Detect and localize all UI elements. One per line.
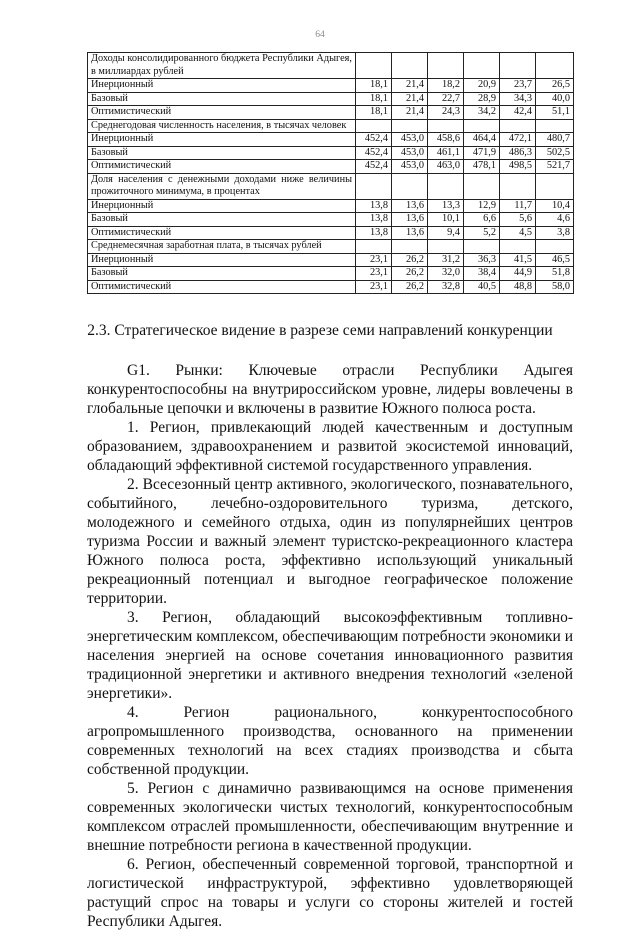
empty-cell (464, 119, 500, 133)
empty-cell (464, 173, 500, 199)
value-cell: 41,5 (500, 253, 536, 267)
empty-cell (500, 53, 536, 79)
empty-cell (536, 240, 574, 254)
value-cell: 498,5 (500, 160, 536, 174)
empty-cell (392, 173, 428, 199)
empty-cell (356, 119, 392, 133)
empty-cell (500, 119, 536, 133)
table-row (88, 106, 574, 120)
empty-cell (356, 53, 392, 79)
value-cell: 26,5 (536, 79, 574, 93)
value-cell: 11,7 (500, 199, 536, 213)
table-group-header (88, 53, 574, 79)
paragraph-5: 5. Регион с динамично развивающимся на основе применения современных экологически чистых технологий, конкурентоспособным комплексом отраслей промышленности, обеспечивающим внутренние и внешние потребности региона в качественной продукции. (87, 780, 573, 854)
value-cell: 453,0 (392, 133, 428, 147)
empty-cell (428, 173, 464, 199)
value-cell: 5,6 (500, 213, 536, 227)
indicator-title: Доходы консолидированного бюджета Республики Адыгея, в миллиардах рублей (88, 53, 356, 79)
table-row (88, 253, 574, 267)
paragraph-1: 1. Регион, привлекающий людей качественным и доступным образованием, здравоохранением и развитой экосистемой инноваций, обладающий эффективной системой государственного управления. (87, 419, 573, 474)
scenario-label: Базовый (88, 92, 356, 106)
value-cell: 458,6 (428, 133, 464, 147)
value-cell: 51,8 (536, 267, 574, 281)
value-cell: 36,3 (464, 253, 500, 267)
value-cell: 22,7 (428, 92, 464, 106)
paragraph-4: 4. Регион рационального, конкурентоспособного агропромышленного производства, основанного на применении современных технологий на всех стадиях производства и сбыта собственной продукции. (87, 704, 573, 778)
value-cell: 486,3 (500, 146, 536, 160)
value-cell: 34,3 (500, 92, 536, 106)
value-cell: 3,8 (536, 226, 574, 240)
value-cell: 13,6 (392, 199, 428, 213)
value-cell: 13,8 (356, 213, 392, 227)
value-cell: 40,5 (464, 280, 500, 294)
value-cell: 26,2 (392, 253, 428, 267)
scenario-label: Оптимистический (88, 280, 356, 294)
table-row (88, 79, 574, 93)
value-cell: 21,4 (392, 79, 428, 93)
value-cell: 10,4 (536, 199, 574, 213)
table-row (88, 213, 574, 227)
value-cell: 6,6 (464, 213, 500, 227)
value-cell: 18,1 (356, 79, 392, 93)
value-cell: 23,7 (500, 79, 536, 93)
value-cell: 502,5 (536, 146, 574, 160)
value-cell: 31,2 (428, 253, 464, 267)
value-cell: 26,2 (392, 280, 428, 294)
table-row (88, 267, 574, 281)
table-row (88, 133, 574, 147)
value-cell: 12,9 (464, 199, 500, 213)
value-cell: 461,1 (428, 146, 464, 160)
value-cell: 13,6 (392, 226, 428, 240)
value-cell: 23,1 (356, 253, 392, 267)
scenario-label: Оптимистический (88, 160, 356, 174)
scenario-label: Инерционный (88, 253, 356, 267)
value-cell: 4,5 (500, 226, 536, 240)
value-cell: 453,0 (392, 160, 428, 174)
value-cell: 48,8 (500, 280, 536, 294)
paragraph-3: 3. Регион, обладающий высокоэффективным топливно-энергетическим комплексом, обеспечивающим потребности экономики и населения энергией на основе сочетания инновационного развития традиционной энергетики и активного внедрения технологий «зеленой энергетики». (87, 609, 573, 702)
indicator-title: Среднемесячная заработная плата, в тысячах рублей (88, 240, 356, 254)
value-cell: 464,4 (464, 133, 500, 147)
empty-cell (392, 53, 428, 79)
value-cell: 480,7 (536, 133, 574, 147)
scenario-label: Оптимистический (88, 226, 356, 240)
value-cell: 18,2 (428, 79, 464, 93)
value-cell: 32,0 (428, 267, 464, 281)
body-text (87, 361, 573, 931)
table-row (88, 199, 574, 213)
value-cell: 28,9 (464, 92, 500, 106)
value-cell: 13,6 (392, 213, 428, 227)
scenario-label: Базовый (88, 213, 356, 227)
value-cell: 13,8 (356, 199, 392, 213)
empty-cell (428, 53, 464, 79)
value-cell: 46,5 (536, 253, 574, 267)
value-cell: 24,3 (428, 106, 464, 120)
value-cell: 23,1 (356, 267, 392, 281)
paragraph-2: 2. Всесезонный центр активного, экологического, познавательного, событийного, лечебно-оздоровительного туризма, детского, молодежного и семейного отдыха, один из популярнейших центров туризма России и важный элемент туристско-рекреационного кластера Южного полюса роста, эффективно использующий уникальный рекреационный потенциал и выгодное географическое положение территории. (87, 476, 573, 607)
indicators-table-body (88, 53, 574, 294)
value-cell: 34,2 (464, 106, 500, 120)
value-cell: 42,4 (500, 106, 536, 120)
empty-cell (500, 173, 536, 199)
empty-cell (536, 173, 574, 199)
value-cell: 463,0 (428, 160, 464, 174)
value-cell: 21,4 (392, 92, 428, 106)
value-cell: 20,9 (464, 79, 500, 93)
table-group-header (88, 173, 574, 199)
value-cell: 472,1 (500, 133, 536, 147)
value-cell: 452,4 (356, 160, 392, 174)
indicator-title: Среднегодовая численность населения, в тысячах человек (88, 119, 356, 133)
value-cell: 21,4 (392, 106, 428, 120)
scenario-label: Инерционный (88, 133, 356, 147)
table-group-header (88, 119, 574, 133)
value-cell: 4,6 (536, 213, 574, 227)
value-cell: 18,1 (356, 92, 392, 106)
empty-cell (356, 240, 392, 254)
scenario-label: Базовый (88, 267, 356, 281)
paragraph-6: 6. Регион, обеспеченный современной торговой, транспортной и логистической инфраструктурой, эффективно удовлетворяющей растущий спрос на товары и услуги со стороны жителей и гостей Республики Адыгея. (87, 856, 573, 930)
scenario-label: Базовый (88, 146, 356, 160)
value-cell: 38,4 (464, 267, 500, 281)
value-cell: 5,2 (464, 226, 500, 240)
table-row (88, 92, 574, 106)
value-cell: 51,1 (536, 106, 574, 120)
table-group-header (88, 240, 574, 254)
empty-cell (536, 53, 574, 79)
empty-cell (428, 240, 464, 254)
indicators-table (87, 52, 574, 294)
value-cell: 453,0 (392, 146, 428, 160)
value-cell: 9,4 (428, 226, 464, 240)
value-cell: 478,1 (464, 160, 500, 174)
value-cell: 23,1 (356, 280, 392, 294)
table-row (88, 160, 574, 174)
table-row (88, 226, 574, 240)
value-cell: 452,4 (356, 146, 392, 160)
value-cell: 13,3 (428, 199, 464, 213)
value-cell: 10,1 (428, 213, 464, 227)
indicator-title: Доля населения с денежными доходами ниже величины прожиточного минимума, в процентах (88, 173, 356, 199)
value-cell: 58,0 (536, 280, 574, 294)
value-cell: 40,0 (536, 92, 574, 106)
scenario-label: Инерционный (88, 199, 356, 213)
paragraph-g1-markets: G1. Рынки: Ключевые отрасли Республики Адыгея конкурентоспособны на внутрироссийском уровне, лидеры вовлечены в глобальные цепочки и включены в развитие Южного полюса роста. (87, 362, 573, 417)
value-cell: 471,9 (464, 146, 500, 160)
value-cell: 18,1 (356, 106, 392, 120)
empty-cell (392, 119, 428, 133)
empty-cell (464, 53, 500, 79)
value-cell: 32,8 (428, 280, 464, 294)
value-cell: 13,8 (356, 226, 392, 240)
value-cell: 521,7 (536, 160, 574, 174)
value-cell: 452,4 (356, 133, 392, 147)
empty-cell (356, 173, 392, 199)
value-cell: 26,2 (392, 267, 428, 281)
section-heading: 2.3. Стратегическое видение в разрезе семи направлений конкуренции (87, 322, 553, 339)
table-row (88, 146, 574, 160)
empty-cell (536, 119, 574, 133)
scenario-label: Инерционный (88, 79, 356, 93)
scenario-label: Оптимистический (88, 106, 356, 120)
value-cell: 44,9 (500, 267, 536, 281)
table-row (88, 280, 574, 294)
empty-cell (428, 119, 464, 133)
empty-cell (392, 240, 428, 254)
page-number: 64 (315, 30, 325, 40)
empty-cell (500, 240, 536, 254)
empty-cell (464, 240, 500, 254)
